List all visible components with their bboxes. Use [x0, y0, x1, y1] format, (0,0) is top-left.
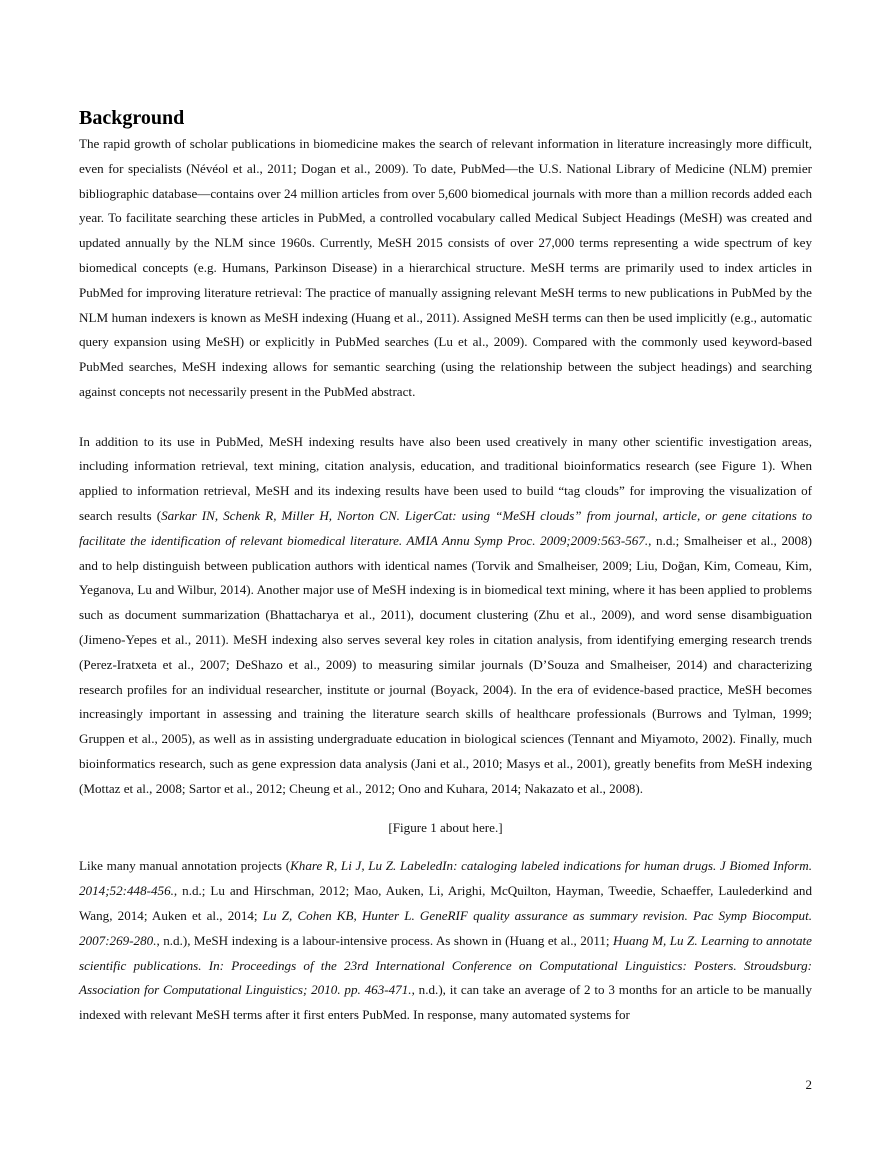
paragraph-3-text-4: , n.d.), it can take an average of 2 to 3 months for an article to be manually indexed with relevant MeSH terms after it first enters PubMed. In response, many automated systems for [79, 982, 812, 1023]
paragraph-1 [79, 132, 812, 405]
section-heading: Background [79, 107, 185, 129]
paragraph-3 [79, 854, 812, 1028]
page-number: 2 [805, 1077, 812, 1092]
paragraph-3-citation-italic-3: Huang M, Lu Z. Learning to annotate scientific publications. In: Proceedings of the 23rd International Conference on Computational Linguistics: Posters. Stroudsburg: Association for Computational Linguistics; 2010. pp. 463-471. [79, 932, 812, 998]
paragraph-3-text: Like many manual annotation projects ( [79, 858, 291, 874]
figure-placeholder-note: [Figure 1 about here.] [388, 819, 503, 835]
paragraph-3-text-2: , n.d.; Lu and Hirschman, 2012; Mao, Auken, Li, Arighi, McQuilton, Hayman, Tweedie, Schaeffer, Laulederkind and Wang, 2014; Auken et al., 2014; [79, 883, 812, 923]
paragraph-3-text-3: , n.d.), MeSH indexing is a labour-intensive process. As shown in (Huang et al., 2011; [156, 932, 614, 948]
paragraph-2 [79, 430, 812, 802]
paragraph-1-text: The rapid growth of scholar publications in biomedicine makes the search of relevant information in literature increasingly more difficult, even for specialists (Névéol et al., 2011; Dogan et al., 2009). To date, PubMed—the U.S. National Library of Medicine (NLM) premier bibliographic database—contains over 24 million articles from over 5,600 biomedical journals with more than a million records added each year. To facilitate searching these articles in PubMed, a controlled vocabulary called Medical Subject Headings (MeSH) was created and updated annually by the NLM since 1960s. Currently, MeSH 2015 consists of over 27,000 terms representing a wide spectrum of key biomedical concepts (e.g. Humans, Parkinson Disease) in a hierarchical structure. MeSH terms are primarily used to index articles in PubMed for improving literature retrieval: The practice of manually assigning relevant MeSH terms to new publications in PubMed by the NLM human indexers is known as MeSH indexing (Huang et al., 2011). Assigned MeSH terms can then be used implicitly (e.g., automatic query expansion using MeSH) or explicitly in PubMed searches (Lu et al., 2009). Compared with the commonly used keyword-based PubMed searches, MeSH indexing allows for semantic searching (using the relationship between the subject headings) and searching against concepts not necessarily present in the PubMed abstract. [79, 136, 812, 399]
paragraph-2-citation-italic: Sarkar IN, Schenk R, Miller H, Norton CN. LigerCat: using “MeSH clouds” from journal, article, or gene citations to facilitate the identification of relevant biomedical literature. AMIA Annu Symp Proc. 2009;2009:563-567. [79, 507, 813, 548]
page-content [79, 105, 812, 1028]
paragraph-2-text-continued: , n.d.; Smalheiser et al., 2008) and to help distinguish between publication authors with identical names (Torvik and Smalheiser, 2009; Liu, Doğan, Kim, Comeau, Kim, Yeganova, Lu and Wilbur, 2014). Another major use of MeSH indexing is in biomedical text mining, where it has been applied to problems such as document summarization (Bhattacharya et al., 2011), document clustering (Zhu et al., 2009), and word sense disambiguation (Jimeno-Yepes et al., 2011). MeSH indexing also serves several key roles in citation analysis, from identifying emerging research trends (Perez-Iratxeta et al., 2007; DeShazo et al., 2009) to measuring similar journals (D’Souza and Smalheiser, 2014) and characterizing research profiles for an individual researcher, institute or journal (Boyack, 2004). In the era of evidence-based practice, MeSH becomes increasingly important in assessing and training the literature search skills of healthcare professionals (Burrows and Tylman, 1999; Gruppen et al., 2005), as well as in assisting undergraduate education in biological sciences (Tennant and Miyamoto, 2002). Finally, much bioinformatics research, such as gene expression data analysis (Jani et al., 2010; Masys et al., 2001), greatly benefits from MeSH indexing (Mottaz et al., 2008; Sartor et al., 2012; Cheung et al., 2012; Ono and Kuhara, 2014; Nakazato et al., 2008). [79, 532, 813, 796]
paragraph-3-citation-italic-1: Khare R, Li J, Lu Z. LabeledIn: cataloging labeled indications for human drugs. J Biomed Inform. 2014;52:448-456. [79, 858, 812, 899]
paragraph-2-text: In addition to its use in PubMed, MeSH indexing results have also been used creatively in many other scientific investigation areas, including information retrieval, text mining, citation analysis, education, and traditional bioinformatics research (see Figure 1). When applied to information retrieval, MeSH and its indexing results have been used to build “tag clouds” for improving the visualization of search results ( [79, 433, 812, 523]
paragraph-3-citation-italic-2: Lu Z, Cohen KB, Hunter L. GeneRIF quality assurance as summary revision. Pac Symp Biocomput. 2007:269-280. [79, 907, 812, 948]
